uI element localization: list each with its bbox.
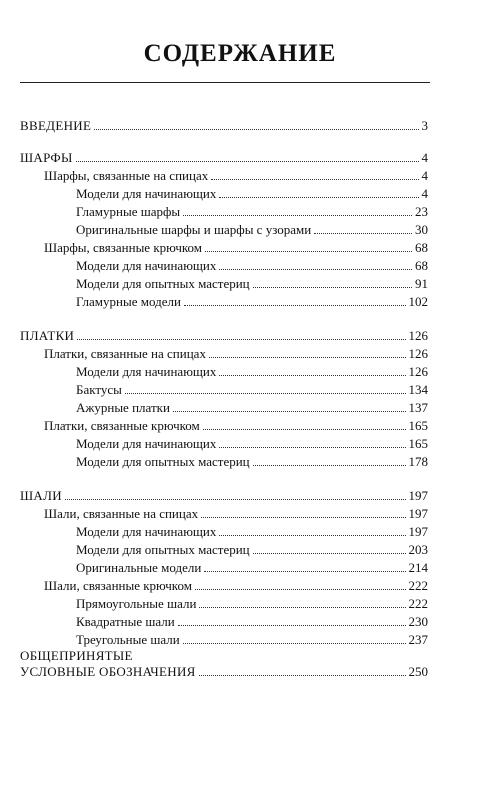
toc-leader-dots — [183, 643, 406, 644]
toc-entry-page: 4 — [421, 186, 428, 201]
toc-entry-label: ВВЕДЕНИЕ — [20, 118, 92, 133]
toc-entry-page: 165 — [408, 418, 428, 433]
toc-entry-page: 134 — [408, 382, 428, 397]
toc-entry-page: 197 — [408, 524, 428, 539]
toc-entry[interactable] — [44, 418, 428, 434]
toc-entry[interactable] — [20, 328, 428, 344]
toc-entry-page: 203 — [408, 542, 428, 557]
toc-entry-label: Шали, связанные крючком — [44, 578, 192, 593]
toc-entry[interactable] — [76, 436, 428, 452]
toc-entry-page: 91 — [415, 276, 428, 291]
toc-entry[interactable] — [44, 578, 428, 594]
toc-leader-dots — [199, 675, 406, 676]
toc-leader-dots — [204, 571, 405, 572]
toc-entry[interactable] — [76, 276, 428, 292]
toc-entry-label: Ажурные платки — [76, 400, 170, 415]
toc-entry-label: Шали, связанные на спицах — [44, 506, 199, 521]
title-divider — [20, 82, 430, 83]
toc-leader-dots — [211, 179, 418, 180]
toc-entry[interactable] — [76, 186, 428, 202]
toc-entry[interactable] — [76, 400, 428, 416]
toc-entry-page: 126 — [408, 328, 428, 343]
toc-entry-page: 4 — [421, 168, 428, 183]
toc-entry-label: Модели для начинающих — [76, 436, 217, 451]
toc-entry-label: Квадратные шали — [76, 614, 175, 629]
toc-entry[interactable] — [20, 150, 428, 166]
toc-entry[interactable] — [76, 560, 428, 576]
toc-entry-label: Модели для опытных мастериц — [76, 542, 250, 557]
toc-entry[interactable] — [76, 454, 428, 470]
toc-entry[interactable] — [44, 506, 428, 522]
toc-entry-page: 197 — [408, 506, 428, 521]
toc-entry[interactable] — [44, 240, 428, 256]
toc-leader-dots — [199, 607, 405, 608]
toc-entry-page: 197 — [408, 488, 428, 503]
toc-entry-label: Шарфы, связанные на спицах — [44, 168, 209, 183]
toc-entry-page: 250 — [408, 664, 428, 679]
toc-leader-dots — [253, 287, 412, 288]
toc-leader-dots — [219, 197, 418, 198]
toc-leader-dots — [94, 129, 418, 130]
toc-entry[interactable] — [76, 542, 428, 558]
toc-leader-dots — [203, 429, 406, 430]
toc-entry-label: Треугольные шали — [76, 632, 180, 647]
toc-leader-dots — [125, 393, 406, 394]
toc-entry-page: 222 — [408, 596, 428, 611]
toc-leader-dots — [219, 375, 405, 376]
toc-leader-dots — [314, 233, 412, 234]
toc-entry-page: 3 — [421, 118, 428, 133]
toc-leader-dots — [65, 499, 406, 500]
toc-entry-page: 137 — [408, 400, 428, 415]
toc-leader-dots — [219, 269, 412, 270]
toc-entry-label: Бактусы — [76, 382, 122, 397]
toc-leader-dots — [183, 215, 412, 216]
toc-entry-page: 23 — [415, 204, 428, 219]
toc-entry-page: 30 — [415, 222, 428, 237]
toc-entry-label: Оригинальные шарфы и шарфы с узорами — [76, 222, 312, 237]
toc-entry-page: 68 — [415, 258, 428, 273]
toc-leader-dots — [201, 517, 405, 518]
toc-entry[interactable] — [76, 204, 428, 220]
toc-entry-page: 165 — [408, 436, 428, 451]
toc-entry-label: Платки, связанные крючком — [44, 418, 200, 433]
toc-leader-dots — [219, 535, 405, 536]
toc-entry-label: Модели для начинающих — [76, 186, 217, 201]
toc-entry-label: Прямоугольные шали — [76, 596, 197, 611]
toc-entry[interactable] — [20, 118, 428, 134]
toc-entry[interactable] — [20, 488, 428, 504]
toc-leader-dots — [205, 251, 412, 252]
toc-entry[interactable] — [44, 168, 428, 184]
toc-entry[interactable] — [20, 664, 428, 680]
toc-entry-label: ШАЛИ — [20, 488, 62, 503]
toc-entry-page: 214 — [408, 560, 428, 575]
toc-leader-dots — [178, 625, 406, 626]
toc-entry-page: 68 — [415, 240, 428, 255]
toc-entry-label: Гламурные модели — [76, 294, 181, 309]
toc-heading-line: ОБЩЕПРИНЯТЫЕ — [20, 648, 133, 663]
toc-entry[interactable] — [44, 346, 428, 362]
toc-entry-label: Модели для начинающих — [76, 258, 217, 273]
toc-entry[interactable] — [76, 596, 428, 612]
toc-entry-page: 126 — [408, 346, 428, 361]
toc-entry-label: Шарфы, связанные крючком — [44, 240, 203, 255]
toc-entry-page: 102 — [408, 294, 428, 309]
toc-entry-label: Модели для начинающих — [76, 364, 217, 379]
toc-leader-dots — [209, 357, 406, 358]
toc-entry-label: Оригинальные модели — [76, 560, 202, 575]
toc-leader-dots — [173, 411, 406, 412]
toc-entry-label: ШАРФЫ — [20, 150, 73, 165]
toc-leader-dots — [76, 161, 419, 162]
toc-entry[interactable] — [76, 524, 428, 540]
toc-entry[interactable] — [76, 294, 428, 310]
toc-entry-page: 126 — [408, 364, 428, 379]
toc-entry[interactable] — [76, 258, 428, 274]
toc-leader-dots — [253, 465, 406, 466]
toc-leader-dots — [195, 589, 406, 590]
toc-entry[interactable] — [76, 222, 428, 238]
toc-entry-page: 230 — [408, 614, 428, 629]
toc-entry-page: 178 — [408, 454, 428, 469]
toc-entry-label: Модели для опытных мастериц — [76, 454, 250, 469]
toc-leader-dots — [184, 305, 406, 306]
toc-entry-label: Платки, связанные на спицах — [44, 346, 206, 361]
toc-entry[interactable] — [76, 614, 428, 630]
toc-leader-dots — [219, 447, 405, 448]
page-title: СОДЕРЖАНИЕ — [143, 40, 337, 67]
toc-entry-page: 237 — [408, 632, 428, 647]
toc-entry-label: Модели для начинающих — [76, 524, 217, 539]
toc-entry-label: ПЛАТКИ — [20, 328, 75, 343]
toc-entry-label: Гламурные шарфы — [76, 204, 181, 219]
toc-entry[interactable] — [76, 632, 428, 648]
toc-entry[interactable] — [76, 382, 428, 398]
toc-entry-label: Модели для опытных мастериц — [76, 276, 250, 291]
toc-entry-label: УСЛОВНЫЕ ОБОЗНАЧЕНИЯ — [20, 664, 196, 679]
toc-leader-dots — [77, 339, 405, 340]
toc-entry-page: 222 — [408, 578, 428, 593]
toc-entry[interactable] — [76, 364, 428, 380]
toc-entry-page: 4 — [421, 150, 428, 165]
toc-leader-dots — [253, 553, 406, 554]
